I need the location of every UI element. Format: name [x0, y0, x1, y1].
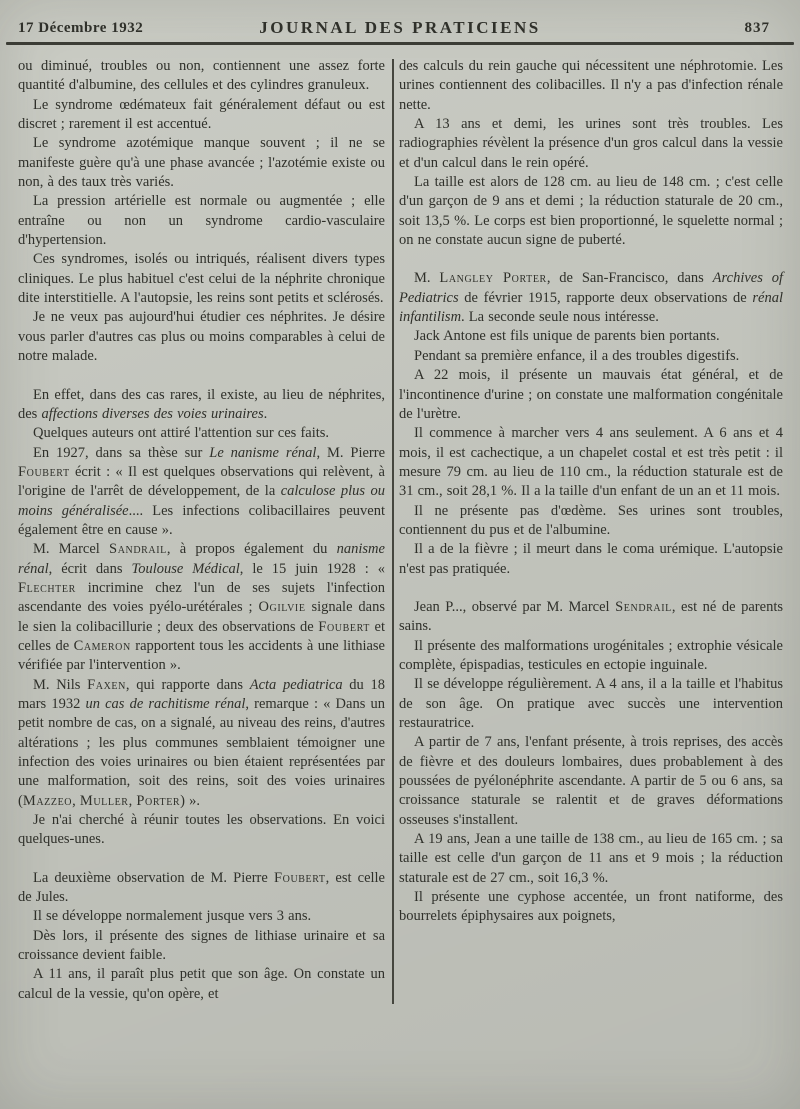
paragraph: [399, 366, 783, 424]
text-run: Sendrail: [615, 598, 672, 615]
text-run: La deuxième observation de M. Pierre: [33, 869, 274, 886]
text-run: signale dans le sien la colibacillurie ; deux des observations de: [18, 599, 385, 635]
paragraph: [18, 424, 385, 443]
paragraph: [18, 308, 385, 366]
text-run: écrit : « Il est quelques observations qui relèvent, à l'origine de l'arrêt de développement, de la: [18, 463, 385, 500]
journal-title: JOURNAL DES PRATICIENS: [259, 18, 541, 37]
text-run: A 13 ans et demi, les urines sont très troubles. Les radiographies révèlent la présence d'un gros calcul dans la vessie et d'un calcul dans le rein opéré.: [399, 116, 783, 171]
text-run: des calculs du rein gauche qui nécessitent une néphrotomie. Les urines contiennent des colibacilles. Il n'y a pas d'infection rénale nette.: [399, 58, 783, 113]
text-run: A 19 ans, Jean a une taille de 138 cm., au lieu de 165 cm. ; sa taille est celle d'un garçon de 11 ans et 9 mois ; la réduction staturale est de 27 cm., soit 16,3 %.: [399, 831, 783, 886]
text-run: Muller: [79, 792, 129, 809]
text-run: Acta pediatrica: [249, 676, 343, 693]
column-divider: [392, 59, 394, 1004]
paragraph: [399, 675, 783, 733]
paragraph: [399, 733, 783, 830]
text-run: ,: [72, 792, 80, 809]
text-run: Foubert: [318, 618, 370, 635]
paragraph: [18, 386, 385, 425]
text-run: . La seconde seule nous intéresse.: [461, 309, 659, 326]
text-run: La taille est alors de 128 cm. au lieu de 148 cm. ; c'est celle d'un garçon de 9 ans et demi ; la réduction staturale de 20 cm., soit 13,5 %. Le corps est bien proportionné, le squelette normal ; on ne constate aucun signe de puberté.: [399, 174, 783, 249]
paragraph: [399, 502, 783, 541]
text-run: du 18 mars 1932: [18, 676, 385, 712]
text-run: Foubert: [273, 869, 326, 886]
text-run: Pendant sa première enfance, il a des troubles digestifs.: [414, 347, 740, 364]
text-run: La pression artérielle est normale ou augmentée ; elle entraîne ou non un syndrome cardio-vasculaire d'hypertension.: [18, 193, 385, 249]
paragraph: [399, 57, 783, 115]
text-run: A partir de 7 ans, l'enfant présente, à trois reprises, des accès de fièvre et des douleurs lombaires, dues probablement à des poussées de pyélonéphrite ascendante. A partir de 5 ou 6 ans, sa croissance staturale se ralentit et de graves déformations osseuses s'installent.: [399, 734, 783, 828]
text-run: , remarque : « Dans un petit nombre de cas, on a signalé, au niveau des reins, d'autres altérations ; les plus communes semblaient témoigner une infection des voies urinaires ou bien étaient représentées par une malformation, soit des reins, soit des voies urinaires (: [18, 696, 385, 809]
paragraph: [18, 134, 385, 192]
text-run: Langley Porter: [439, 270, 547, 287]
paragraph: [399, 424, 783, 501]
text-run: , qui rapporte dans: [125, 676, 250, 693]
text-run: Toulouse Médical: [131, 560, 240, 577]
text-run: .... Les infections colibacillaires peuvent également être en cause ».: [18, 502, 385, 538]
text-run: calculose plus ou moins généralisée: [18, 483, 385, 519]
text-run: Il présente des malformations urogénitales ; extrophie vésicale complète, épispadias, testicules en ectopie inguinale.: [399, 637, 783, 673]
paragraph: [18, 811, 385, 850]
text-run: Mazzeo: [22, 792, 73, 809]
text-run: En 1927, dans sa thèse sur: [33, 444, 210, 461]
text-run: affections diverses des voies urinaires: [41, 405, 264, 422]
paragraph: [399, 327, 783, 346]
paragraph: [18, 965, 385, 1004]
text-run: .: [263, 405, 268, 422]
text-run: Je ne veux pas aujourd'hui étudier ces néphrites. Je désire vous parler d'autres cas plus ou moins comparables à celui de notre malade.: [18, 309, 385, 365]
right-column: [399, 57, 783, 927]
paragraph: [18, 192, 385, 250]
text-run: Flechter: [18, 579, 76, 596]
text-run: Jack Antone est fils unique de parents bien portants.: [414, 328, 720, 345]
text-run: M. Nils: [33, 676, 88, 693]
page-header: [16, 16, 784, 42]
text-run: Dès lors, il présente des signes de lithiase urinaire et sa croissance devient faible.: [18, 927, 385, 964]
text-run: , de San-Francisco, dans: [546, 270, 713, 287]
text-run: Faxen: [87, 676, 126, 693]
text-run: M.: [414, 270, 440, 287]
paragraph: [18, 96, 385, 135]
paragraph: [18, 676, 385, 811]
text-run: A 11 ans, il paraît plus petit que son âge. On constate un calcul de la vessie, qu'on opère, et: [18, 966, 385, 1002]
text-run: Le syndrome œdémateux fait généralement défaut ou est discret ; rarement il est accentué.: [18, 96, 385, 133]
paragraph: [399, 115, 783, 173]
paragraph: [399, 173, 783, 250]
paragraph: [18, 907, 385, 926]
text-run: Foubert: [18, 463, 70, 480]
text-run: M. Marcel: [33, 541, 110, 558]
text-run: ) ».: [180, 792, 201, 809]
text-run: Il se développe normalement jusque vers 3 ans.: [33, 908, 312, 925]
paragraph: [18, 927, 385, 966]
text-run: incrimine chez l'un de ses sujets l'infection ascendante des voies pyélo-urétérales ;: [18, 579, 385, 616]
text-run: , est né de parents sains.: [399, 598, 783, 635]
text-run: , à propos également du: [166, 541, 337, 558]
text-run: Il commence à marcher vers 4 ans seulement. A 6 ans et 4 mois, il est cachectique, a un chapelet costal et est très petit : il mesure 79 cm. au lieu de 110 cm., la réduction staturale est de 31 cm., soit 28,1 %. Il a la taille d'un enfant de un an et 11 mois.: [399, 425, 783, 500]
page-number: 837: [744, 20, 770, 36]
issue-date: 17 Décembre 1932: [18, 20, 144, 36]
text-run: ou diminué, troubles ou non, contiennent une assez forte quantité d'albumine, des cellules et des cylindres granuleux.: [18, 58, 385, 94]
text-run: , M. Pierre: [316, 444, 386, 461]
text-run: rapportent tous les accidents à une lithiase vérifiée par l'intervention ».: [18, 637, 385, 674]
left-column: [18, 57, 385, 1004]
text-run: Ces syndromes, isolés ou intriqués, réalisent divers types cliniques. Le plus habituel c'est celui de la néphrite chronique dite interstitielle. A l'autopsie, les reins sont petits et sclérosés.: [18, 251, 385, 307]
paragraph: [399, 830, 783, 888]
text-run: , est celle de Jules.: [18, 869, 385, 906]
text-run: , écrit dans: [48, 560, 132, 577]
paragraph: [399, 598, 783, 637]
text-run: Sandrail: [109, 541, 167, 558]
text-run: Il ne présente pas d'œdème. Ses urines sont troubles, contiennent du pus et de l'albumine.: [399, 502, 783, 538]
paragraph: [399, 540, 783, 579]
paragraph: [18, 444, 385, 541]
text-run: Porter: [136, 792, 181, 809]
text-run: Le nanisme rénal: [209, 444, 317, 461]
paragraph: [399, 347, 783, 366]
paragraph: [18, 540, 385, 675]
paragraph: [18, 869, 385, 908]
text-run: Il se développe régulièrement. A 4 ans, il a la taille et l'habitus de son âge. On pratique avec succès une intervention restauratrice.: [399, 676, 783, 731]
text-run: rénal infantilism: [399, 289, 783, 326]
paragraph: [399, 269, 783, 327]
text-run: Cameron: [73, 637, 131, 654]
paragraph: [399, 888, 783, 927]
text-run: A 22 mois, il présente un mauvais état général, et de l'incontinence d'urine ; on constate une malformation congénitale de l'urètre.: [399, 367, 783, 422]
text-run: et celles de: [18, 618, 385, 654]
text-run: Le syndrome azotémique manque souvent ; il ne se manifeste guère qu'à une phase avancée ; l'azotémie existe ou non, à des taux très variés.: [18, 135, 385, 191]
paragraph: [18, 250, 385, 308]
text-run: Jean P..., observé par M. Marcel: [414, 598, 616, 615]
text-run: de février 1915, rapporte deux observations de: [458, 289, 753, 306]
text-run: Je n'ai cherché à réunir toutes les observations. En voici quelques-unes.: [18, 812, 385, 848]
text-run: Archives of Pediatrics: [399, 270, 783, 306]
header-rule: [6, 42, 794, 45]
text-run: En effet, dans des cas rares, il existe, au lieu de néphrites, des: [18, 386, 385, 422]
page-content: [18, 57, 790, 1004]
text-run: Quelques auteurs ont attiré l'attention sur ces faits.: [33, 425, 330, 442]
text-run: ,: [128, 792, 137, 809]
text-run: Il a de la fièvre ; il meurt dans le coma urémique. L'autopsie n'est pas pratiquée.: [399, 541, 783, 577]
text-run: , le 15 juin 1928 : «: [239, 560, 385, 577]
text-run: Il présente une cyphose accentée, un front natiforme, des bourrelets épiphysaires aux poignets,: [399, 889, 783, 925]
text-run: Ogilvie: [258, 599, 306, 616]
paragraph: [399, 637, 783, 676]
text-run: nanisme rénal: [18, 541, 385, 577]
paragraph: [18, 57, 385, 96]
text-run: un cas de rachitisme rénal: [85, 696, 246, 712]
